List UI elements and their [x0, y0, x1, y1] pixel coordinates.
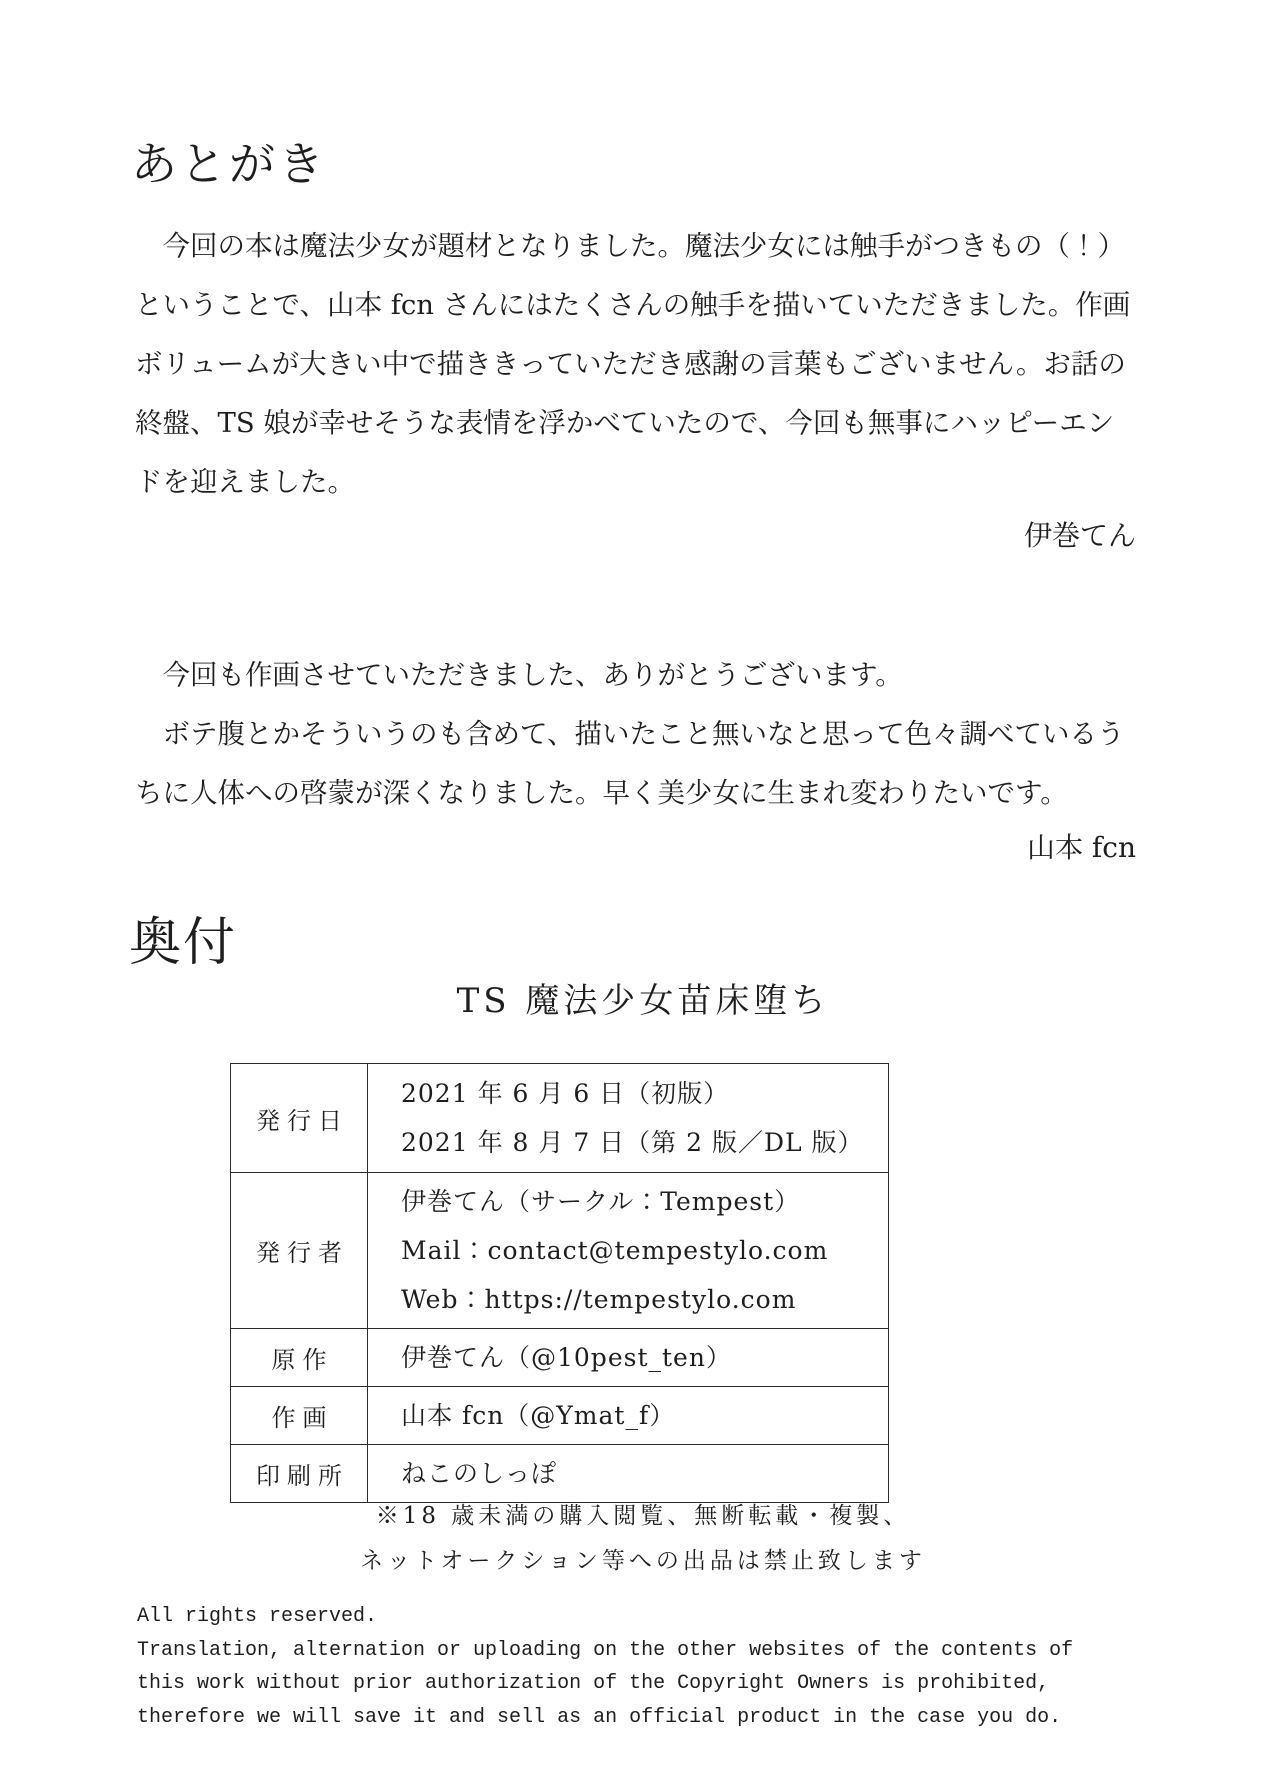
paragraph-line: ドを迎えました。 [135, 466, 355, 498]
cell-line: ねこのしっぽ [401, 1459, 558, 1488]
notice-line: ネットオークション等への出品は禁止致します [360, 1548, 926, 1574]
afterword-heading: あとがき [131, 137, 327, 191]
paragraph-line: 終盤、TS 娘が幸せそうな表情を浮かべていたので、今回も無事にハッピーエン [135, 407, 1115, 439]
cell-line: 2021 年 6 月 6 日（初版） [401, 1079, 730, 1108]
cell-line-mail: Mail：contact@tempestylo.com [401, 1236, 829, 1265]
rights-line: Translation, alternation or uploading on the other websites of the contents of [137, 1638, 1074, 1662]
signature-yamamoto-fcn: 山本 fcn [1027, 831, 1136, 864]
cell-line: 山本 fcn（@Ymat_f） [401, 1401, 676, 1430]
rights-line: this work without prior authorization of the Copyright Owners is prohibited, [137, 1672, 1050, 1695]
table-row-publisher [231, 1173, 889, 1329]
paragraph-line: ということで、山本 fcn さんにはたくさんの触手を描いていただきました。作画 [135, 289, 1131, 321]
table-row-original-story [231, 1329, 889, 1387]
row-label-publisher: 発行者 [231, 1173, 368, 1329]
paragraph-line: ちに人体への啓蒙が深くなりました。早く美少女に生まれ変わりたいです。 [135, 777, 1068, 809]
paragraph-line: ボテ腹とかそういうのも含めて、描いたこと無いなと思って色々調べているう [162, 718, 1125, 750]
row-value-publisher [368, 1173, 889, 1329]
rights-line: therefore we will save it and sell as an official product in the case you do. [137, 1705, 1062, 1729]
paragraph-line: ボリュームが大きい中で描ききっていただき感謝の言葉もございません。お話の [135, 348, 1126, 380]
row-label-printer: 印刷所 [231, 1445, 368, 1503]
afterword-paragraph-imaki [135, 217, 1165, 512]
signature-imaki-ten: 伊巻てん [1023, 519, 1136, 552]
colophon-heading: 奥付 [129, 913, 238, 973]
book-title: TS 魔法少女苗床堕ち [456, 981, 830, 1021]
notice-line: ※18 歳未満の購入閲覧、無断転載・複製、 [375, 1503, 911, 1529]
table-row-publication-date [231, 1064, 889, 1173]
row-label-illustration: 作画 [231, 1387, 368, 1445]
table-row-illustration [231, 1387, 889, 1445]
row-value-original-story [368, 1329, 889, 1387]
afterword-paragraph-yamamoto [135, 646, 1165, 823]
paragraph-line: 今回も作画させていただきました、ありがとうございます。 [162, 659, 903, 691]
rights-line: All rights reserved. [137, 1605, 378, 1628]
colophon-table [230, 1063, 889, 1503]
cell-line: 伊巻てん（サークル：Tempest） [401, 1187, 801, 1216]
cell-line: 2021 年 8 月 7 日（第 2 版／DL 版） [401, 1128, 864, 1157]
row-label-publication-date: 発行日 [231, 1064, 368, 1173]
rights-reserved-notice [137, 1600, 1097, 1734]
row-label-original-story: 原作 [231, 1329, 368, 1387]
row-value-publication-date [368, 1064, 889, 1173]
paragraph-line: 今回の本は魔法少女が題材となりました。魔法少女には触手がつきもの（！） [162, 230, 1125, 262]
cell-line: 伊巻てん（@10pest_ten） [401, 1343, 732, 1372]
cell-line-web: Web：https://tempestylo.com [401, 1285, 797, 1314]
age-restriction-notice [135, 1494, 1151, 1584]
row-value-illustration [368, 1387, 889, 1445]
